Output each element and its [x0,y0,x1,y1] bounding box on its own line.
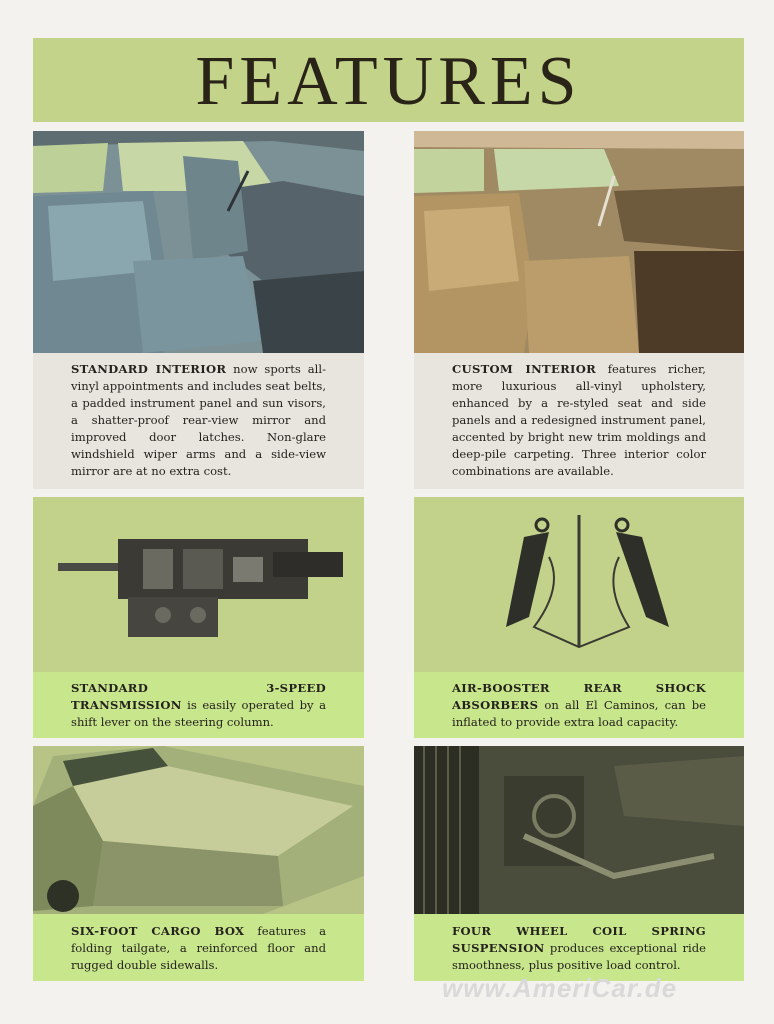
standard-interior-photo [33,131,364,353]
transmission-photo [33,497,364,672]
standard-interior-caption [33,361,364,480]
panel-transmission [33,497,364,738]
suspension-text: produces exceptional ride smoothness, plus positive load control. [452,941,706,972]
shock-absorbers-text: on all El Caminos, can be inflated to provide extra load capacity. [452,698,706,729]
panel-standard-interior [33,131,364,489]
transmission-title: STANDARD 3-SPEED TRANSMISSION [71,681,326,712]
panel-cargo-box [33,746,364,981]
suspension-photo [414,746,744,914]
panel-custom-interior [414,131,744,489]
transmission-caption [33,680,364,731]
title-banner [33,38,744,122]
custom-interior-caption [414,361,744,480]
cargo-box-title: SIX-FOOT CARGO BOX [71,924,245,938]
shock-absorbers-photo [414,497,744,672]
custom-interior-photo [414,131,744,353]
shock-absorbers-title: AIR-BOOSTER REAR SHOCK ABSORBERS [452,681,706,712]
cargo-box-caption [33,923,364,974]
transmission-text: is easily operated by a shift lever on the steering column. [71,698,326,729]
custom-interior-title: CUSTOM INTERIOR [452,362,597,376]
custom-interior-text: features richer, more luxurious all-vinyl upholstery, enhanced by a re-styled seat and side panels and a redesigned instrument panel, accented by bright new trim moldings and deep-pile carpeting. Three interior color combinations are available. [452,362,706,478]
panel-shock-absorbers [414,497,744,738]
shock-absorbers-caption [414,680,744,731]
watermark: www.AmeriCar.de [442,973,678,1003]
panel-suspension [414,746,744,981]
suspension-caption [414,923,744,974]
suspension-title: FOUR WHEEL COIL SPRING SUSPENSION [452,924,706,955]
standard-interior-text: now sports all-vinyl appointments and includes seat belts, a padded instrument panel and sun visors, a shatter-proof rear-view mirror and improved door latches. Non-glare windshield wiper arms and a side-view mirror are at no extra cost. [71,362,326,478]
standard-interior-title: STANDARD INTERIOR [71,362,227,376]
cargo-box-text: features a folding tailgate, a reinforced floor and rugged double sidewalls. [71,924,326,972]
cargo-box-photo [33,746,364,914]
page-title: FEATURES [195,43,582,120]
